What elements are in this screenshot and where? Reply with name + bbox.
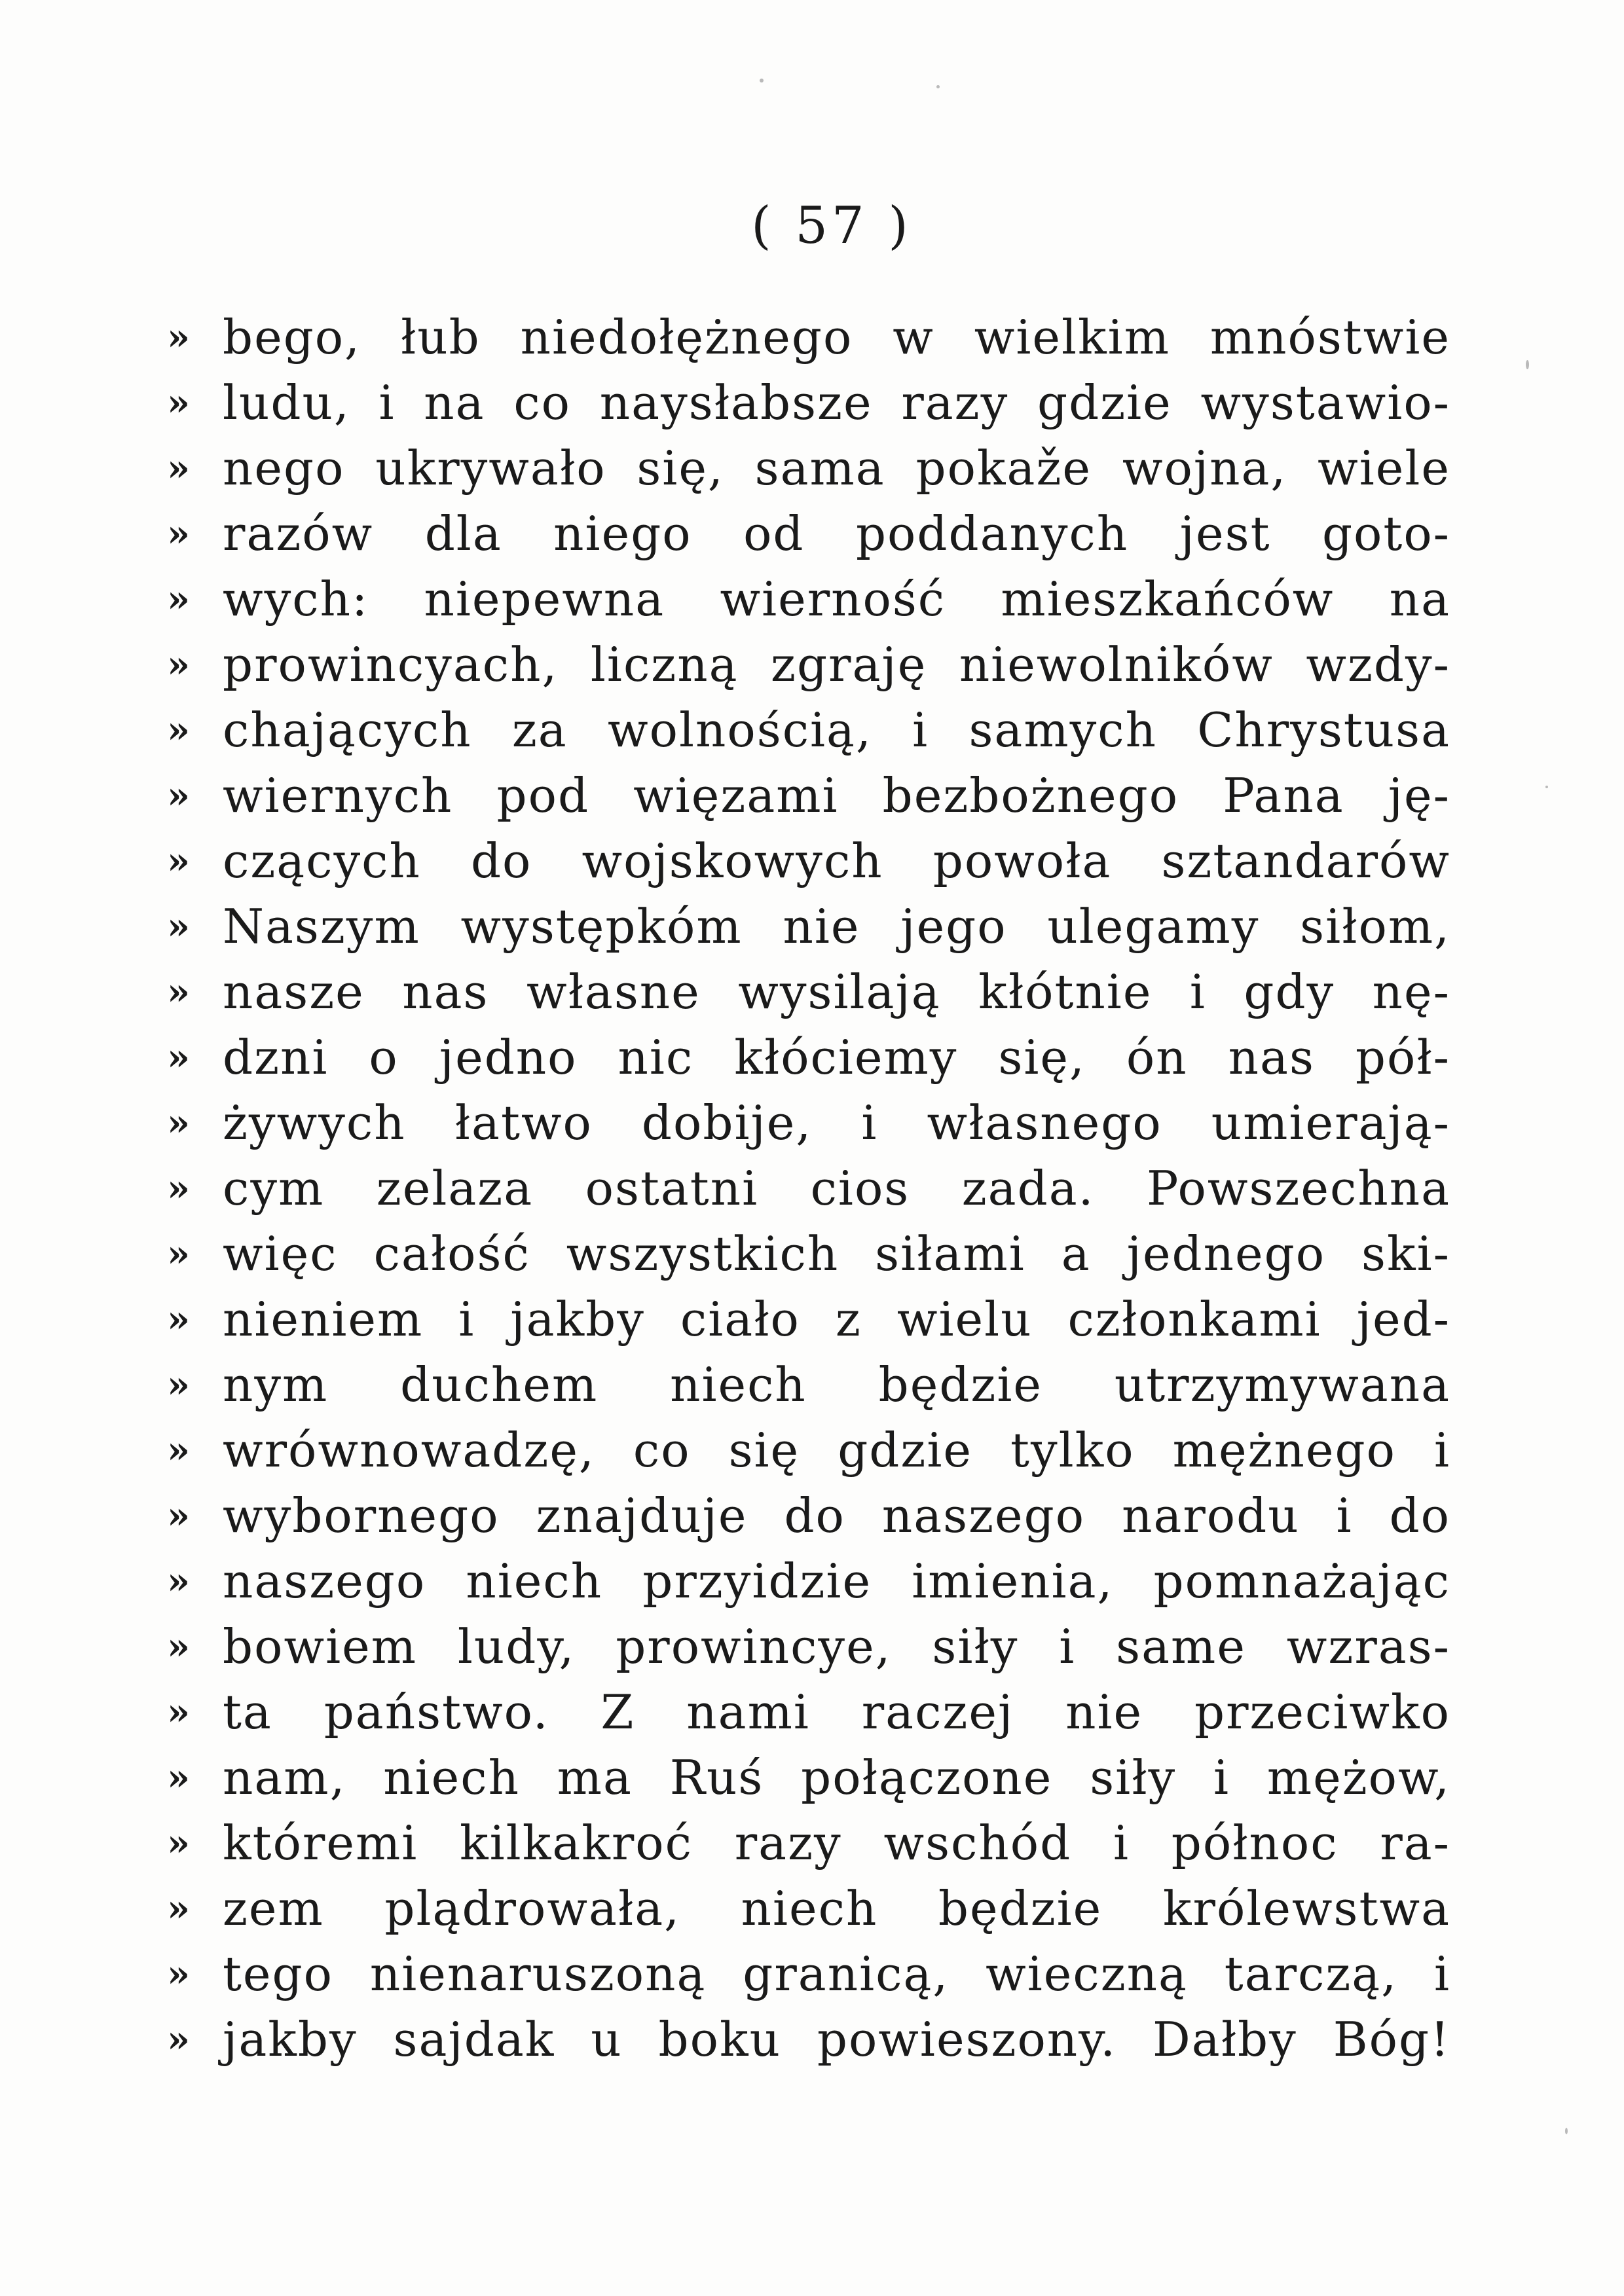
text-line (167, 1745, 1450, 1810)
line-text: tego nienaruszoną granicą, wieczną tarczą, i (223, 1946, 1450, 2001)
text-line (167, 697, 1450, 763)
quote-mark: » (167, 1952, 190, 1995)
text-line (167, 1810, 1450, 1876)
text-line (167, 501, 1450, 566)
scan-speck (1526, 360, 1529, 369)
line-text: wiernych pod więzami bezbożnego Pana ję- (223, 768, 1450, 823)
line-text: jakby sajdak u boku powieszony. Dałby Bóg! (223, 2012, 1450, 2067)
line-text: czących do wojskowych powoła sztandarów (223, 833, 1450, 888)
text-line (167, 763, 1450, 828)
line-text: nasze nas własne wysilają kłótnie i gdy nę- (223, 964, 1450, 1019)
text-line (167, 566, 1450, 632)
quote-mark: » (167, 1887, 190, 1930)
line-text: zem plądrowała, niech będzie królewstwa (223, 1881, 1450, 1936)
quote-mark: » (167, 577, 190, 621)
line-text: naszego niech przyidzie imienia, pomnażając (223, 1554, 1450, 1609)
line-text: więc całość wszystkich siłami a jednego ski- (223, 1226, 1450, 1281)
text-line (167, 435, 1450, 501)
scan-speck (1545, 786, 1548, 788)
text-line (167, 1876, 1450, 1941)
quote-mark: » (167, 381, 190, 424)
page-number: ( 57 ) (751, 196, 912, 255)
quote-mark: » (167, 2018, 190, 2061)
line-text: dzni o jedno nic kłóciemy się, ón nas pół- (223, 1030, 1450, 1085)
scan-speck (760, 79, 764, 82)
scan-speck (1565, 2128, 1568, 2134)
text-line (167, 632, 1450, 697)
quote-mark: » (167, 1625, 190, 1668)
line-text: bego, łub niedołężnego w wielkim mnóstwie (223, 310, 1450, 365)
text-line (167, 1483, 1450, 1548)
text-line (167, 1614, 1450, 1679)
line-text: razów dla niego od poddanych jest goto- (223, 506, 1450, 561)
quote-mark: » (167, 1821, 190, 1865)
line-text: bowiem ludy, prowincye, siły i same wzras- (223, 1619, 1450, 1674)
line-text: wybornego znajduje do naszego narodu i do (223, 1488, 1450, 1543)
quote-mark: » (167, 512, 190, 555)
text-line (167, 1286, 1450, 1352)
text-line (167, 1221, 1450, 1286)
text-line (167, 1352, 1450, 1417)
text-line (167, 1025, 1450, 1090)
quote-mark: » (167, 643, 190, 686)
quote-mark: » (167, 708, 190, 752)
body-text (167, 304, 1450, 2072)
line-text: któremi kilkakroć razy wschód i północ ra- (223, 1815, 1450, 1870)
text-line (167, 1548, 1450, 1614)
quote-mark: » (167, 905, 190, 948)
line-text: nego ukrywało się, sama pokaže wojna, wiele (223, 441, 1450, 496)
text-line (167, 1090, 1450, 1156)
quote-mark: » (167, 1429, 190, 1472)
text-line (167, 1156, 1450, 1221)
quote-mark: » (167, 1690, 190, 1734)
line-text: nym duchem niech będzie utrzymywana (223, 1357, 1450, 1412)
quote-mark: » (167, 970, 190, 1013)
text-line (167, 1679, 1450, 1745)
text-line (167, 1417, 1450, 1483)
text-line (167, 959, 1450, 1025)
quote-mark: » (167, 774, 190, 817)
line-text: cym zelaza ostatni cios zada. Powszechna (223, 1161, 1450, 1216)
quote-mark: » (167, 1101, 190, 1144)
quote-mark: » (167, 839, 190, 883)
quote-mark: » (167, 1559, 190, 1603)
line-text: nam, niech ma Ruś połączone siły i mężow, (223, 1750, 1450, 1805)
line-text: wrównowadzę, co się gdzie tylko mężnego i (223, 1423, 1450, 1478)
line-text: nieniem i jakby ciało z wielu członkami jed- (223, 1292, 1450, 1347)
quote-mark: » (167, 1494, 190, 1537)
quote-mark: » (167, 316, 190, 359)
text-line (167, 1941, 1450, 2007)
line-text: chających za wolnością, i samych Chrystusa (223, 702, 1450, 757)
quote-mark: » (167, 1363, 190, 1406)
quote-mark: » (167, 1756, 190, 1799)
line-text: wych: niepewna wierność mieszkańców na (223, 572, 1450, 627)
line-text: Naszym występkóm nie jego ulegamy siłom, (223, 899, 1450, 954)
text-line (167, 828, 1450, 894)
line-text: ta państwo. Z nami raczej nie przeciwko (223, 1685, 1450, 1740)
quote-mark: » (167, 1167, 190, 1210)
line-text: prowincyach, liczną zgraję niewolników wzdy- (223, 637, 1450, 692)
text-line (167, 370, 1450, 435)
text-line (167, 894, 1450, 959)
quote-mark: » (167, 1298, 190, 1341)
quote-mark: » (167, 1036, 190, 1079)
quote-mark: » (167, 1232, 190, 1275)
line-text: ludu, i na co naysłabsze razy gdzie wystawio- (223, 375, 1450, 430)
scan-speck (936, 85, 940, 88)
text-line (167, 304, 1450, 370)
line-text: żywych łatwo dobije, i własnego umierają- (223, 1095, 1450, 1150)
quote-mark: » (167, 446, 190, 490)
text-line (167, 2007, 1450, 2072)
